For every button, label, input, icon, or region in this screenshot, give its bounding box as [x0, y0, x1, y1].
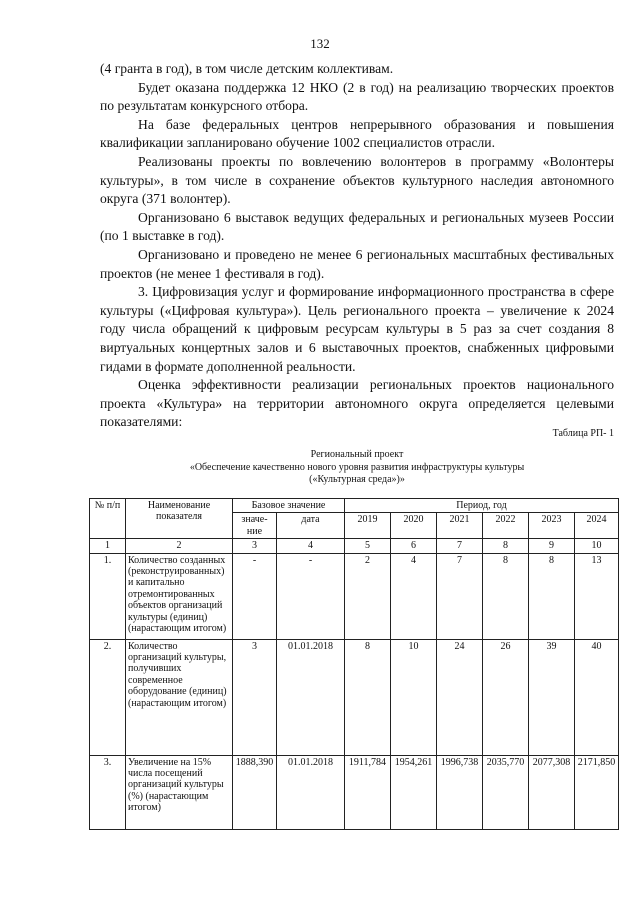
- header-year: 2019: [345, 513, 391, 539]
- row-value: 39: [529, 639, 575, 755]
- caption-line: «Обеспечение качественно нового уровня развития инфраструктуры культуры: [189, 461, 525, 473]
- paragraph: Организовано и проведено не менее 6 региональных масштабных фестивальных проектов (не менее 1 фестиваля в год).: [100, 246, 614, 281]
- paragraph: Реализованы проекты по вовлечению волонтеров в программу «Волонтеры культуры», в том числе в сохранение объектов культурного наследия автономного округа (371 волонтер).: [100, 153, 614, 207]
- row-value: 7: [437, 553, 483, 639]
- paragraph: Оценка эффективности реализации региональных проектов национального проекта «Культура» на территории автономного округа определяется целевыми показателями:: [100, 377, 614, 430]
- row-value: 10: [391, 639, 437, 755]
- column-number: 8: [483, 539, 529, 553]
- row-name: Количество организаций культуры, получивших современное оборудование (единиц) (нарастающим итогом): [126, 639, 233, 755]
- header-period: Период, год: [345, 499, 619, 513]
- column-number: 1: [90, 539, 126, 553]
- paragraph: Будет оказана поддержка 12 НКО (2 в год) на реализацию творческих проектов по результатам конкурсного отбора.: [100, 79, 614, 114]
- column-number: 7: [437, 539, 483, 553]
- row-value: 8: [345, 639, 391, 755]
- header-base: Базовое значение: [233, 499, 345, 513]
- column-number-row: [90, 539, 619, 553]
- row-value: 1911,784: [345, 755, 391, 829]
- row-value: 26: [483, 639, 529, 755]
- row-value: 40: [575, 639, 619, 755]
- table-caption: [100, 449, 614, 487]
- row-base-value: 3: [233, 639, 277, 755]
- column-number: 4: [277, 539, 345, 553]
- row-base-date: 01.01.2018: [277, 639, 345, 755]
- column-number: 10: [575, 539, 619, 553]
- row-num: 2.: [90, 639, 126, 755]
- row-base-value: 1888,390: [233, 755, 277, 829]
- header-base-date: дата: [277, 513, 345, 539]
- row-name: Увеличение на 15% числа посещений организаций культуры (%) (нарастающим итогом): [126, 755, 233, 829]
- caption-line: («Культурная среда»)»: [309, 474, 405, 485]
- header-name: Наименование показателя: [126, 499, 233, 539]
- row-value: 4: [391, 553, 437, 639]
- row-value: 8: [529, 553, 575, 639]
- column-number: 5: [345, 539, 391, 553]
- row-num: 3.: [90, 755, 126, 829]
- caption-line: Региональный проект: [310, 449, 404, 460]
- row-value: 1996,738: [437, 755, 483, 829]
- row-name: Количество созданных (реконструированных) и капитально отремонтированных объектов организаций культуры (единиц) (нарастающим итогом): [126, 553, 233, 639]
- page-number: 132: [310, 36, 330, 51]
- row-value: 2: [345, 553, 391, 639]
- row-value: 1954,261: [391, 755, 437, 829]
- paragraph: На базе федеральных центров непрерывного образования и повышения квалификации запланировано обучение 1002 специалистов отрасли.: [100, 116, 614, 151]
- row-value: 13: [575, 553, 619, 639]
- row-base-date: 01.01.2018: [277, 755, 345, 829]
- row-value: 2035,770: [483, 755, 529, 829]
- row-value: 2171,850: [575, 755, 619, 829]
- header-num: № п/п: [90, 499, 126, 539]
- row-base-value: -: [233, 553, 277, 639]
- paragraph: 3. Цифровизация услуг и формирование информационного пространства в сфере культуры («Цифровая культура»). Цель регионального проекта – увеличение к 2024 году числа обращений к цифровым ресурсам культуры в 5 раз за счет создания 8 виртуальных концертных залов и 6 выставочных проектов, снабженных цифровыми гидами в формате дополненной реальности.: [100, 284, 614, 374]
- body-text: [100, 60, 614, 432]
- row-num: 1.: [90, 553, 126, 639]
- column-number: 3: [233, 539, 277, 553]
- table-row: [90, 755, 619, 829]
- table-row: [90, 639, 619, 755]
- paragraph: Организовано 6 выставок ведущих федеральных и региональных музеев России (по 1 выставке в год).: [100, 209, 614, 244]
- header-base-value: значе-ние: [233, 513, 277, 539]
- row-value: 2077,308: [529, 755, 575, 829]
- table-reference: Таблица РП- 1: [552, 428, 614, 439]
- column-number: 6: [391, 539, 437, 553]
- column-number: 2: [126, 539, 233, 553]
- paragraph: (4 гранта в год), в том числе детским коллективам.: [100, 61, 394, 76]
- header-row: [90, 499, 619, 513]
- header-year: 2024: [575, 513, 619, 539]
- row-base-date: -: [277, 553, 345, 639]
- header-year: 2022: [483, 513, 529, 539]
- indicators-table: [89, 498, 619, 830]
- header-year: 2020: [391, 513, 437, 539]
- header-year: 2023: [529, 513, 575, 539]
- column-number: 9: [529, 539, 575, 553]
- row-value: 8: [483, 553, 529, 639]
- row-value: 24: [437, 639, 483, 755]
- table-row: [90, 553, 619, 639]
- header-year: 2021: [437, 513, 483, 539]
